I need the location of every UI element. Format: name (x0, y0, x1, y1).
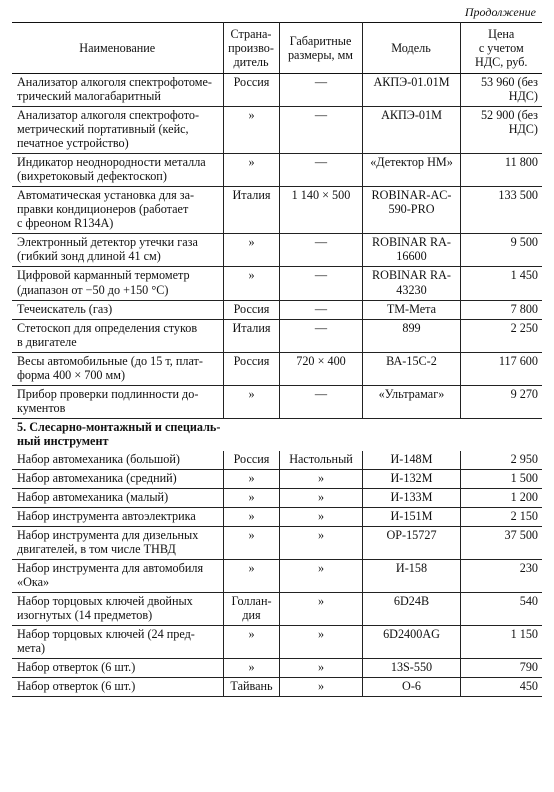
continued-label: Продолжение (464, 5, 536, 19)
table-row (12, 300, 542, 319)
cell-price: 450 (460, 678, 542, 697)
cell-country: Россия (223, 300, 279, 319)
header-country: Страна- произво- дитель (223, 23, 279, 74)
cell-dims: » (279, 678, 362, 697)
cell-dims: 1 140 × 500 (279, 187, 362, 234)
cell-name: Набор отверток (6 шт.) (12, 659, 223, 678)
cell-price: 540 (460, 593, 542, 626)
cell-model: ОР-15727 (362, 526, 460, 559)
cell-dims: — (279, 319, 362, 352)
cell-price: 9 270 (460, 385, 542, 418)
cell-price: 2 150 (460, 507, 542, 526)
cell-name: Цифровой карманный термометр (диапазон от −50 до +150 °C) (12, 267, 223, 300)
cell-name: Набор автомеханика (большой) (12, 451, 223, 470)
cell-model: АКПЭ-01.01М (362, 74, 460, 107)
cell-price: 133 500 (460, 187, 542, 234)
cell-name: Набор торцовых ключей (24 пред- мета) (12, 626, 223, 659)
table-row (12, 267, 542, 300)
cell-model: 13S-550 (362, 659, 460, 678)
cell-model: 6D2400AG (362, 626, 460, 659)
cell-name: Автоматическая установка для за- правки кондиционеров (работает с фреоном R134A) (12, 187, 223, 234)
cell-model: 6D24B (362, 593, 460, 626)
cell-dims: — (279, 234, 362, 267)
cell-price: 1 150 (460, 626, 542, 659)
table-row (12, 451, 542, 470)
cell-model: ROBINAR-AC- 590-PRO (362, 187, 460, 234)
cell-country: » (223, 560, 279, 593)
cell-name: Течеискатель (газ) (12, 300, 223, 319)
cell-dims: 720 × 400 (279, 352, 362, 385)
header-name: Наименование (12, 23, 223, 74)
header-model: Модель (362, 23, 460, 74)
cell-country: » (223, 267, 279, 300)
cell-model: ТМ-Мета (362, 300, 460, 319)
cell-country: » (223, 507, 279, 526)
table-row (12, 560, 542, 593)
cell-name: Стетоскоп для определения стуков в двигателе (12, 319, 223, 352)
cell-dims: — (279, 107, 362, 154)
cell-model: «Ультрамаг» (362, 385, 460, 418)
cell-name: Набор инструмента для автомобиля «Ока» (12, 560, 223, 593)
cell-price: 37 500 (460, 526, 542, 559)
cell-price: 52 900 (без НДС) (460, 107, 542, 154)
cell-country: Тайвань (223, 678, 279, 697)
cell-country: » (223, 626, 279, 659)
table-row (12, 469, 542, 488)
cell-country: » (223, 488, 279, 507)
cell-country: » (223, 385, 279, 418)
cell-dims: — (279, 267, 362, 300)
header-price: Цена с учетом НДС, руб. (460, 23, 542, 74)
table-row (12, 488, 542, 507)
table-row (12, 154, 542, 187)
cell-model: ROBINAR RA- 43230 (362, 267, 460, 300)
cell-name: Прибор проверки подлинности до- кументов (12, 385, 223, 418)
cell-price: 11 800 (460, 154, 542, 187)
table-row (12, 352, 542, 385)
cell-price: 1 200 (460, 488, 542, 507)
table-row (12, 659, 542, 678)
cell-country: Голлан- дия (223, 593, 279, 626)
table-row (12, 626, 542, 659)
cell-dims: — (279, 154, 362, 187)
cell-dims: » (279, 626, 362, 659)
cell-dims: » (279, 659, 362, 678)
cell-name: Набор автомеханика (малый) (12, 488, 223, 507)
cell-country: » (223, 154, 279, 187)
table-row (12, 107, 542, 154)
cell-price: 53 960 (без НДС) (460, 74, 542, 107)
cell-country: Россия (223, 352, 279, 385)
cell-dims: — (279, 385, 362, 418)
cell-name: Набор отверток (6 шт.) (12, 678, 223, 697)
cell-name: Набор торцовых ключей двойных изогнутых (14 предметов) (12, 593, 223, 626)
cell-model: И-158 (362, 560, 460, 593)
cell-name: Электронный детектор утечки газа (гибкий зонд длиной 41 см) (12, 234, 223, 267)
cell-model: 899 (362, 319, 460, 352)
price-table (12, 22, 542, 697)
cell-model: О-6 (362, 678, 460, 697)
cell-price: 2 250 (460, 319, 542, 352)
cell-name: Набор автомеханика (средний) (12, 469, 223, 488)
cell-dims: — (279, 74, 362, 107)
cell-model: ROBINAR RA- 16600 (362, 234, 460, 267)
cell-country: Италия (223, 187, 279, 234)
cell-country: Италия (223, 319, 279, 352)
cell-price: 9 500 (460, 234, 542, 267)
cell-country: » (223, 469, 279, 488)
cell-name: Весы автомобильные (до 15 т, плат- форма 400 × 700 мм) (12, 352, 223, 385)
cell-dims: » (279, 469, 362, 488)
table-row (12, 593, 542, 626)
cell-model: И-133М (362, 488, 460, 507)
header-dims: Габаритные размеры, мм (279, 23, 362, 74)
cell-name: Анализатор алкоголя спектрофото- метрический портативный (кейс, печатное устройство) (12, 107, 223, 154)
cell-model: АКПЭ-01М (362, 107, 460, 154)
table-row (12, 678, 542, 697)
cell-dims: — (279, 300, 362, 319)
cell-name: Набор инструмента автоэлектрика (12, 507, 223, 526)
cell-country: Россия (223, 451, 279, 470)
table-row (12, 74, 542, 107)
cell-dims: » (279, 560, 362, 593)
cell-country: Россия (223, 74, 279, 107)
table-row (12, 385, 542, 418)
cell-country: » (223, 107, 279, 154)
cell-name: Индикатор неоднородности металла (вихретоковый дефектоскоп) (12, 154, 223, 187)
cell-price: 1 450 (460, 267, 542, 300)
cell-name: Набор инструмента для дизельных двигателей, в том числе ТНВД (12, 526, 223, 559)
cell-price: 790 (460, 659, 542, 678)
cell-dims: » (279, 488, 362, 507)
cell-price: 2 950 (460, 451, 542, 470)
cell-dims: » (279, 526, 362, 559)
cell-country: » (223, 526, 279, 559)
table-row (12, 526, 542, 559)
cell-price: 7 800 (460, 300, 542, 319)
table-header-row (12, 23, 542, 74)
cell-model: И-151М (362, 507, 460, 526)
cell-country: » (223, 659, 279, 678)
table-row (12, 507, 542, 526)
cell-dims: » (279, 593, 362, 626)
cell-dims: » (279, 507, 362, 526)
table-row (12, 319, 542, 352)
section-row (12, 418, 542, 451)
section-title: 5. Слесарно-монтажный и специаль- ный инструмент (17, 419, 221, 448)
cell-price: 230 (460, 560, 542, 593)
cell-model: «Детектор НМ» (362, 154, 460, 187)
cell-dims: Настольный (279, 451, 362, 470)
table-row (12, 187, 542, 234)
cell-price: 1 500 (460, 469, 542, 488)
cell-price: 117 600 (460, 352, 542, 385)
table-row (12, 234, 542, 267)
cell-name: Анализатор алкоголя спектрофотоме- трический малогабаритный (12, 74, 223, 107)
cell-model: И-148М (362, 451, 460, 470)
cell-model: И-132М (362, 469, 460, 488)
cell-model: ВА-15С-2 (362, 352, 460, 385)
cell-country: » (223, 234, 279, 267)
